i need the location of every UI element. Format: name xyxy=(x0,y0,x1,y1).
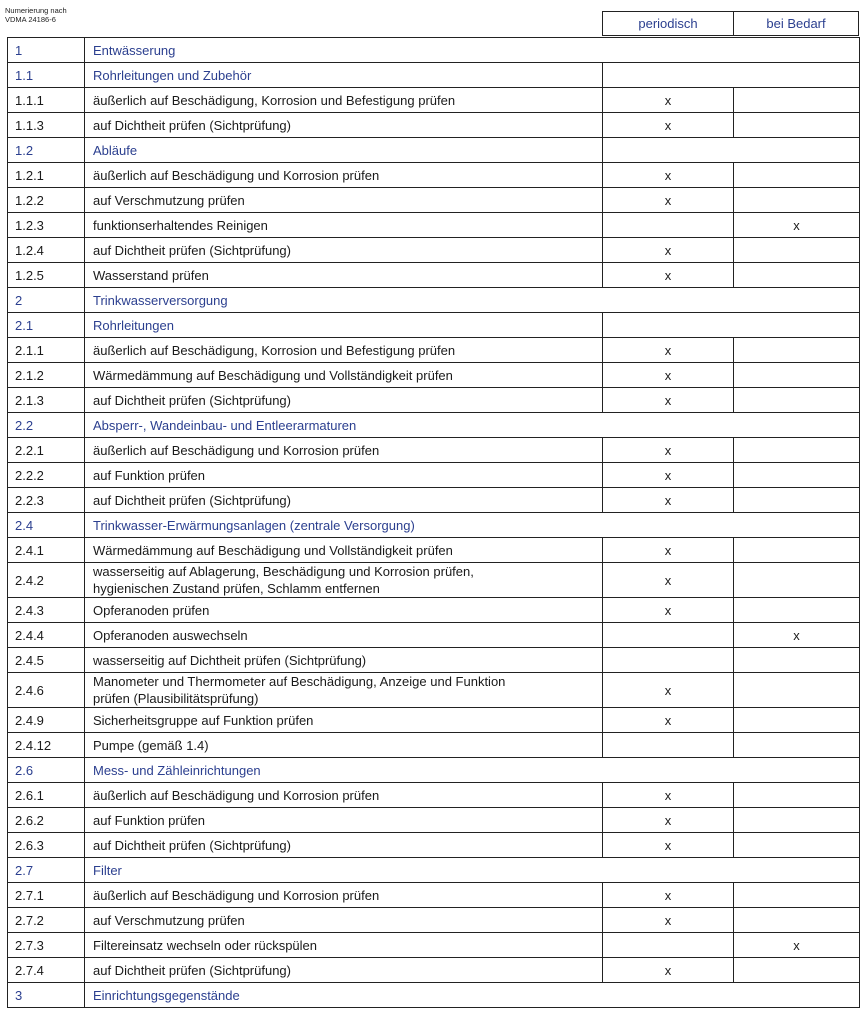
row-heading: Entwässerung xyxy=(85,38,860,63)
on-demand-mark xyxy=(734,908,860,933)
table-row xyxy=(8,623,860,648)
on-demand-mark xyxy=(734,338,860,363)
table-row xyxy=(8,933,860,958)
row-heading: Absperr-, Wandeinbau- und Entleerarmaturen xyxy=(85,413,860,438)
table-row xyxy=(8,883,860,908)
table-row xyxy=(8,88,860,113)
table-row xyxy=(8,538,860,563)
row-number: 2.7.4 xyxy=(8,958,85,983)
row-task: äußerlich auf Beschädigung, Korrosion und Befestigung prüfen xyxy=(85,338,603,363)
row-task: funktionserhaltendes Reinigen xyxy=(85,213,603,238)
row-number: 2.4.6 xyxy=(8,673,85,708)
row-number: 2.4.3 xyxy=(8,598,85,623)
row-number: 2.1.2 xyxy=(8,363,85,388)
empty-cell xyxy=(603,313,860,338)
row-task: Opferanoden auswechseln xyxy=(85,623,603,648)
row-number: 2.7 xyxy=(8,858,85,883)
row-number: 2 xyxy=(8,288,85,313)
row-task: äußerlich auf Beschädigung und Korrosion prüfen xyxy=(85,883,603,908)
row-number: 2.7.1 xyxy=(8,883,85,908)
periodic-mark: x xyxy=(603,538,734,563)
row-task: Sicherheitsgruppe auf Funktion prüfen xyxy=(85,708,603,733)
table-row xyxy=(8,673,860,708)
table-row xyxy=(8,563,860,598)
on-demand-mark xyxy=(734,388,860,413)
numbering-note xyxy=(5,6,67,24)
row-task: äußerlich auf Beschädigung und Korrosion prüfen xyxy=(85,163,603,188)
periodic-mark: x xyxy=(603,488,734,513)
periodic-mark: x xyxy=(603,598,734,623)
on-demand-mark xyxy=(734,563,860,598)
on-demand-mark xyxy=(734,463,860,488)
periodic-mark: x xyxy=(603,263,734,288)
on-demand-mark: x xyxy=(734,623,860,648)
row-number: 2.7.3 xyxy=(8,933,85,958)
empty-cell xyxy=(603,63,860,88)
row-number: 3 xyxy=(8,983,85,1008)
on-demand-mark: x xyxy=(734,933,860,958)
section-row xyxy=(8,983,860,1008)
table-row xyxy=(8,808,860,833)
table-row xyxy=(8,598,860,623)
row-number: 2.7.2 xyxy=(8,908,85,933)
on-demand-mark xyxy=(734,113,860,138)
row-task: auf Dichtheit prüfen (Sichtprüfung) xyxy=(85,958,603,983)
row-task: auf Dichtheit prüfen (Sichtprüfung) xyxy=(85,113,603,138)
table-row xyxy=(8,238,860,263)
row-number: 2.2.1 xyxy=(8,438,85,463)
row-task: auf Verschmutzung prüfen xyxy=(85,908,603,933)
row-number: 2.1.1 xyxy=(8,338,85,363)
numbering-note-line: VDMA 24186-6 xyxy=(5,15,56,24)
periodic-mark: x xyxy=(603,388,734,413)
row-heading: Rohrleitungen und Zubehör xyxy=(85,63,603,88)
table-row xyxy=(8,908,860,933)
table-row xyxy=(8,648,860,673)
row-task: äußerlich auf Beschädigung und Korrosion prüfen xyxy=(85,783,603,808)
table-row xyxy=(8,263,860,288)
periodic-mark: x xyxy=(603,708,734,733)
row-number: 1.2.3 xyxy=(8,213,85,238)
table-row xyxy=(8,438,860,463)
periodic-mark: x xyxy=(603,88,734,113)
on-demand-mark xyxy=(734,648,860,673)
periodic-mark: x xyxy=(603,673,734,708)
row-task: äußerlich auf Beschädigung, Korrosion und Befestigung prüfen xyxy=(85,88,603,113)
on-demand-mark xyxy=(734,88,860,113)
row-number: 2.1 xyxy=(8,313,85,338)
on-demand-mark xyxy=(734,883,860,908)
row-number: 2.6.3 xyxy=(8,833,85,858)
table-row xyxy=(8,783,860,808)
section-row xyxy=(8,513,860,538)
periodic-mark xyxy=(603,733,734,758)
section-row xyxy=(8,858,860,883)
table-row xyxy=(8,363,860,388)
maintenance-table-body xyxy=(8,38,860,1008)
row-task: Manometer und Thermometer auf Beschädigung, Anzeige und Funktion prüfen (Plausibilitätsprüfung) xyxy=(85,673,603,708)
row-number: 2.2 xyxy=(8,413,85,438)
row-number: 1.2.2 xyxy=(8,188,85,213)
row-task: auf Dichtheit prüfen (Sichtprüfung) xyxy=(85,833,603,858)
row-task: Wärmedämmung auf Beschädigung und Vollständigkeit prüfen xyxy=(85,363,603,388)
on-demand-mark xyxy=(734,598,860,623)
on-demand-mark xyxy=(734,163,860,188)
on-demand-mark xyxy=(734,538,860,563)
on-demand-mark xyxy=(734,833,860,858)
row-task: Opferanoden prüfen xyxy=(85,598,603,623)
on-demand-mark xyxy=(734,958,860,983)
row-number: 2.4.12 xyxy=(8,733,85,758)
row-number: 2.6.1 xyxy=(8,783,85,808)
periodic-mark: x xyxy=(603,908,734,933)
section-row xyxy=(8,413,860,438)
periodic-mark: x xyxy=(603,163,734,188)
periodic-mark: x xyxy=(603,563,734,598)
row-number: 2.1.3 xyxy=(8,388,85,413)
row-heading: Filter xyxy=(85,858,860,883)
row-number: 2.4.1 xyxy=(8,538,85,563)
table-row xyxy=(8,163,860,188)
row-number: 1 xyxy=(8,38,85,63)
on-demand-mark xyxy=(734,808,860,833)
column-header-on-demand: bei Bedarf xyxy=(733,11,859,36)
row-heading: Einrichtungsgegenstände xyxy=(85,983,860,1008)
row-number: 1.2.5 xyxy=(8,263,85,288)
periodic-mark: x xyxy=(603,883,734,908)
table-row xyxy=(8,213,860,238)
periodic-mark: x xyxy=(603,363,734,388)
table-row xyxy=(8,388,860,413)
on-demand-mark xyxy=(734,363,860,388)
row-task: wasserseitig auf Dichtheit prüfen (Sichtprüfung) xyxy=(85,648,603,673)
row-heading: Trinkwasserversorgung xyxy=(85,288,860,313)
on-demand-mark xyxy=(734,238,860,263)
group-row xyxy=(8,313,860,338)
on-demand-mark xyxy=(734,438,860,463)
row-number: 2.6.2 xyxy=(8,808,85,833)
periodic-mark: x xyxy=(603,338,734,363)
row-number: 2.4 xyxy=(8,513,85,538)
table-row xyxy=(8,733,860,758)
row-number: 1.1.1 xyxy=(8,88,85,113)
row-heading: Mess- und Zähleinrichtungen xyxy=(85,758,860,783)
row-number: 2.4.5 xyxy=(8,648,85,673)
periodic-mark: x xyxy=(603,958,734,983)
row-task: äußerlich auf Beschädigung und Korrosion prüfen xyxy=(85,438,603,463)
on-demand-mark xyxy=(734,733,860,758)
periodic-mark: x xyxy=(603,783,734,808)
periodic-mark: x xyxy=(603,463,734,488)
row-task: auf Dichtheit prüfen (Sichtprüfung) xyxy=(85,388,603,413)
table-row xyxy=(8,833,860,858)
row-task: auf Funktion prüfen xyxy=(85,463,603,488)
column-header-periodic: periodisch xyxy=(602,11,734,36)
row-task: auf Funktion prüfen xyxy=(85,808,603,833)
periodic-mark xyxy=(603,648,734,673)
periodic-mark: x xyxy=(603,238,734,263)
row-task: auf Dichtheit prüfen (Sichtprüfung) xyxy=(85,238,603,263)
maintenance-table xyxy=(7,37,860,1008)
on-demand-mark xyxy=(734,708,860,733)
row-number: 2.4.2 xyxy=(8,563,85,598)
row-task: Wärmedämmung auf Beschädigung und Vollständigkeit prüfen xyxy=(85,538,603,563)
table-row xyxy=(8,958,860,983)
table-row xyxy=(8,338,860,363)
periodic-mark: x xyxy=(603,113,734,138)
row-number: 1.2.1 xyxy=(8,163,85,188)
periodic-mark: x xyxy=(603,438,734,463)
table-row xyxy=(8,463,860,488)
row-number: 1.1 xyxy=(8,63,85,88)
row-number: 2.4.9 xyxy=(8,708,85,733)
section-row xyxy=(8,38,860,63)
periodic-mark xyxy=(603,213,734,238)
row-number: 2.2.2 xyxy=(8,463,85,488)
row-task: Pumpe (gemäß 1.4) xyxy=(85,733,603,758)
on-demand-mark xyxy=(734,263,860,288)
row-heading: Rohrleitungen xyxy=(85,313,603,338)
periodic-mark: x xyxy=(603,833,734,858)
on-demand-mark xyxy=(734,188,860,213)
row-task: Wasserstand prüfen xyxy=(85,263,603,288)
row-heading: Trinkwasser-Erwärmungsanlagen (zentrale Versorgung) xyxy=(85,513,860,538)
group-row xyxy=(8,138,860,163)
row-number: 1.2 xyxy=(8,138,85,163)
periodic-mark: x xyxy=(603,808,734,833)
on-demand-mark: x xyxy=(734,213,860,238)
row-number: 1.1.3 xyxy=(8,113,85,138)
row-number: 2.2.3 xyxy=(8,488,85,513)
row-heading: Abläufe xyxy=(85,138,603,163)
row-task: wasserseitig auf Ablagerung, Beschädigung und Korrosion prüfen, hygienischen Zustand prüfen, Schlamm entfernen xyxy=(85,563,603,598)
on-demand-mark xyxy=(734,488,860,513)
row-number: 1.2.4 xyxy=(8,238,85,263)
periodic-mark xyxy=(603,933,734,958)
table-row xyxy=(8,113,860,138)
periodic-mark: x xyxy=(603,188,734,213)
group-row xyxy=(8,63,860,88)
row-task: auf Verschmutzung prüfen xyxy=(85,188,603,213)
row-task: Filtereinsatz wechseln oder rückspülen xyxy=(85,933,603,958)
table-row xyxy=(8,708,860,733)
numbering-note-line: Numerierung nach xyxy=(5,6,67,15)
on-demand-mark xyxy=(734,783,860,808)
row-number: 2.4.4 xyxy=(8,623,85,648)
section-row xyxy=(8,758,860,783)
section-row xyxy=(8,288,860,313)
row-task: auf Dichtheit prüfen (Sichtprüfung) xyxy=(85,488,603,513)
periodic-mark xyxy=(603,623,734,648)
on-demand-mark xyxy=(734,673,860,708)
table-row xyxy=(8,488,860,513)
empty-cell xyxy=(603,138,860,163)
row-number: 2.6 xyxy=(8,758,85,783)
table-row xyxy=(8,188,860,213)
